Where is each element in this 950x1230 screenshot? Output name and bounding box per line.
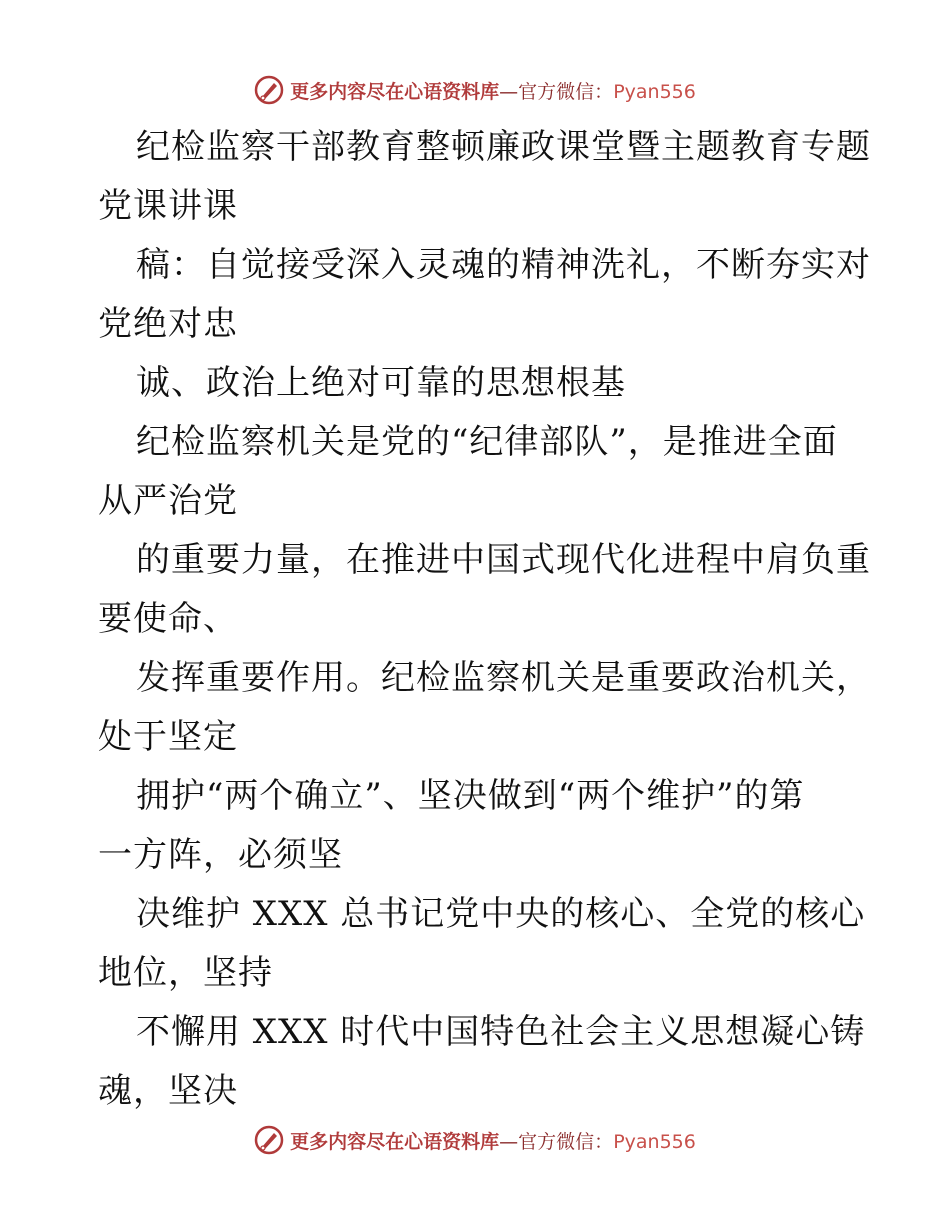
watermark-id: Pyan556 — [613, 1130, 696, 1153]
text-line: 稿：自觉接受深入灵魂的精神洗礼，不断夯实对 — [136, 245, 871, 285]
pen-logo-icon — [254, 1125, 284, 1155]
watermark-text — [290, 77, 696, 104]
text-line: 的重要力量，在推进中国式现代化进程中肩负重 — [136, 540, 871, 580]
text-line: 从严治党 — [98, 481, 238, 521]
header-watermark — [0, 72, 950, 108]
watermark-main: 更多内容尽在心语资料库 — [290, 80, 500, 103]
text-line: 发挥重要作用。纪检监察机关是重要政治机关， — [136, 658, 871, 698]
text-line: 纪检监察机关是党的“纪律部队”，是推进全面 — [136, 422, 838, 462]
text-line: 地位，坚持 — [98, 953, 273, 993]
text-line: 要使命、 — [98, 599, 238, 639]
watermark-sub: 官方微信： — [518, 1130, 614, 1153]
watermark-text — [290, 1127, 696, 1154]
text-line: 纪检监察干部教育整顿廉政课堂暨主题教育专题 — [136, 127, 871, 167]
watermark-id: Pyan556 — [613, 80, 696, 103]
text-line: 魂，坚决 — [98, 1071, 238, 1111]
watermark-dash: — — [499, 80, 519, 103]
text-line: 党课讲课 — [98, 186, 238, 226]
watermark-dash: — — [499, 1130, 519, 1153]
document-body — [98, 118, 871, 1121]
text-line: 党绝对忠 — [98, 304, 238, 344]
text-line: 诚、政治上绝对可靠的思想根基 — [136, 363, 626, 403]
text-line: 一方阵，必须坚 — [98, 835, 343, 875]
footer-watermark — [0, 1122, 950, 1158]
pen-logo-icon — [254, 75, 284, 105]
text-line: 处于坚定 — [98, 717, 238, 757]
watermark-sub: 官方微信： — [518, 80, 614, 103]
text-line: 决维护 XXX 总书记党中央的核心、全党的核心 — [136, 894, 866, 934]
text-line: 不懈用 XXX 时代中国特色社会主义思想凝心铸 — [136, 1012, 866, 1052]
watermark-main: 更多内容尽在心语资料库 — [290, 1130, 500, 1153]
text-line: 拥护“两个确立”、坚决做到“两个维护”的第 — [136, 776, 805, 816]
